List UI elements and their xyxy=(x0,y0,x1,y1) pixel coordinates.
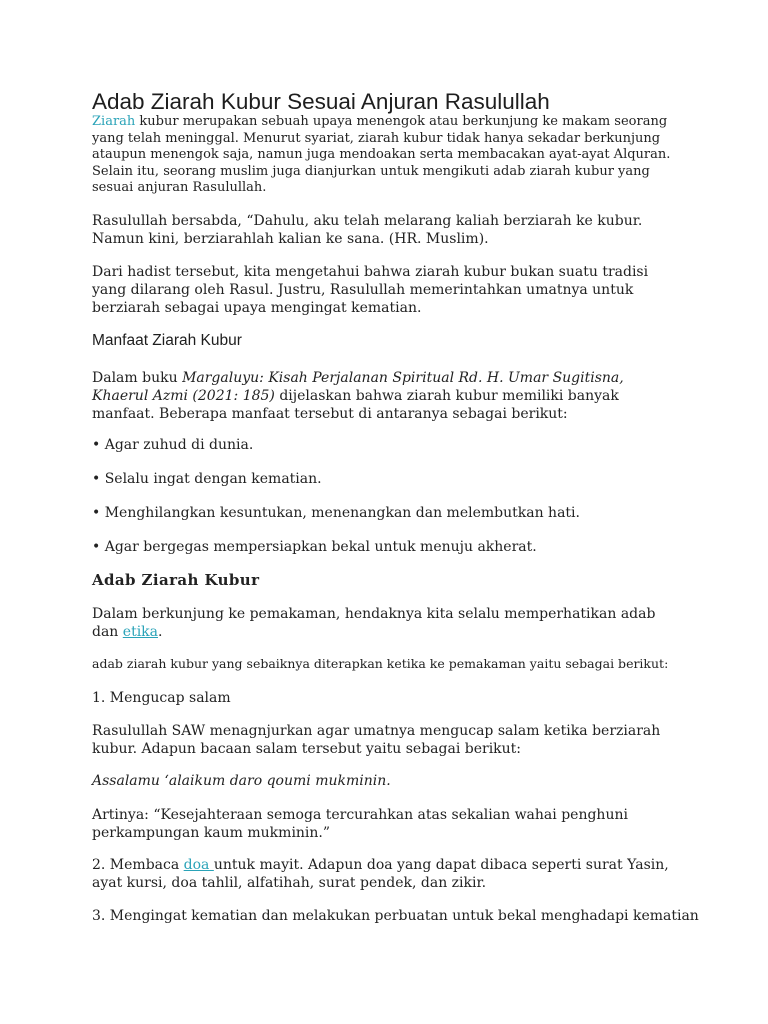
intro-text: kubur merupakan sebuah upaya menengok atau berkunjung ke makam seorang yang telah meninggal. Menurut syariat, ziarah kubur tidak hanya sekadar berkunjung ataupun menengok saja, namun juga mendoakan serta membacakan ayat-ayat Alquran. Selain itu, seorang muslim juga dianjurkan untuk mengikuti adab ziarah kubur yang sesuai anjuran Rasulullah. xyxy=(92,114,671,195)
book-paragraph xyxy=(92,369,674,423)
doa-link[interactable]: doa xyxy=(183,857,214,873)
adab-intro-line2 xyxy=(92,623,692,641)
benefit-item-3: • Menghilangkan kesuntukan, menenangkan dan melembutkan hati. xyxy=(92,505,580,521)
adab-small-paragraph: adab ziarah kubur yang sebaiknya diterapkan ketika ke pemakaman yaitu sebagai berikut: xyxy=(92,656,669,671)
step-2-text xyxy=(92,856,682,892)
benefit-item-1: • Agar zuhud di dunia. xyxy=(92,437,254,453)
step-2-before: 2. Membaca xyxy=(92,857,184,873)
salam-text xyxy=(92,772,692,790)
heading-manfaat: Manfaat Ziarah Kubur xyxy=(92,332,242,349)
step-3-text: 3. Mengingat kematian dan melakukan perbuatan untuk bekal menghadapi kematian xyxy=(92,908,699,924)
heading-adab: Adab Ziarah Kubur xyxy=(92,571,260,589)
artinya-text: Artinya: “Kesejahteraan semoga tercurahkan atas sekalian wahai penghuni perkampungan kaum mukminin.” xyxy=(92,807,628,841)
step-2-after: untuk mayit. Adapun doa yang dapat dibaca seperti surat Yasin, ayat kursi, doa tahlil, alfatihah, surat pendek, dan zikir. xyxy=(92,857,669,891)
adab-intro-period: . xyxy=(158,624,163,640)
book-after-text: dijelaskan bahwa ziarah kubur memiliki banyak manfaat. Beberapa manfaat tersebut di antaranya sebagai berikut: xyxy=(92,388,619,422)
adab-intro-line1: Dalam berkunjung ke pemakaman, hendaknya kita selalu memperhatikan adab xyxy=(92,606,656,622)
hadith-paragraph: Rasulullah bersabda, “Dahulu, aku telah melarang kaliah berziarah ke kubur. Namun kini, berziarahlah kalian ke sana. (HR. Muslim). xyxy=(92,213,643,247)
conclusion-paragraph: Dari hadist tersebut, kita mengetahui bahwa ziarah kubur bukan suatu tradisi yang dilarang oleh Rasul. Justru, Rasulullah memerintahkan umatnya untuk berziarah sebagai upaya mengingat kematian. xyxy=(92,264,649,316)
step-1-text: Rasulullah SAW menagnjurkan agar umatnya mengucap salam ketika berziarah kubur. Adapun bacaan salam tersebut yaitu sebagai berikut: xyxy=(92,723,661,757)
salam-italic: Assalamu ‘alaikum daro qoumi mukminin. xyxy=(92,773,391,789)
article-title: Adab Ziarah Kubur Sesuai Anjuran Rasulullah xyxy=(92,89,550,114)
book-intro-text: Dalam buku xyxy=(92,370,183,386)
adab-intro-dan: dan xyxy=(92,624,123,640)
step-1-heading: 1. Mengucap salam xyxy=(92,690,231,706)
ziarah-link[interactable]: Ziarah xyxy=(92,114,136,129)
book-title: Margaluyu: Kisah Perjalanan Spiritual Rd. H. Umar Sugitisna, Khaerul Azmi (2021: 185) xyxy=(92,370,624,404)
benefit-item-4: • Agar bergegas mempersiapkan bekal untuk menuju akherat. xyxy=(92,539,537,555)
benefit-item-2: • Selalu ingat dengan kematian. xyxy=(92,471,322,487)
intro-paragraph xyxy=(92,114,682,197)
etika-link[interactable]: etika xyxy=(122,624,158,640)
